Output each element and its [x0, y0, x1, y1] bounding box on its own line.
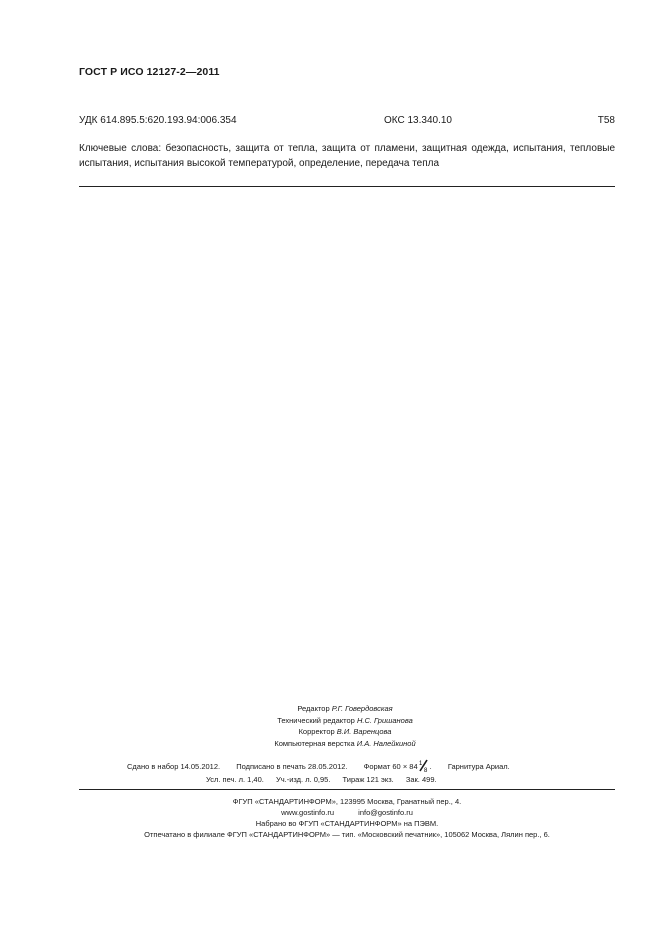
pub-sheets: Уч.-изд. л. 0,95.: [275, 775, 331, 784]
group-code: Т58: [597, 115, 615, 126]
fraction-one-eighth: [418, 761, 430, 773]
signed-date: Подписано в печать 28.05.2012.: [236, 761, 348, 771]
editor-line: Редактор Р.Г. Говердовская: [297, 704, 393, 713]
svg-text:1: 1: [418, 761, 422, 767]
email-link: info@gostinfo.ru: [358, 808, 413, 817]
layout-line: Компьютерная верстка И.А. Налейкиной: [274, 738, 416, 748]
corrector-line: Корректор В.И. Варенцова: [298, 727, 392, 736]
typeset-date: Сдано в набор 14.05.2012.: [127, 761, 221, 771]
order-number: Зак. 499.: [405, 775, 437, 784]
editor-name: Р.Г. Говердовская: [331, 704, 393, 713]
layout-name: И.А. Налейкиной: [356, 738, 416, 748]
tech-editor-name: Н.С. Гришанова: [356, 715, 413, 725]
publication-line-2: [206, 775, 437, 784]
contact-line: [79, 808, 615, 817]
publication-line-1: Сдано в набор 14.05.2012. Подписано в печать 28.05.2012. Формат 60 × 84 1 8 . Гарнитура Ариал.: [127, 761, 510, 773]
keywords-divider: [79, 186, 615, 187]
oks-code: ОКС 13.340.10: [384, 115, 452, 126]
keywords-paragraph: Ключевые слова: безопасность, защита от тепла, защита от пламени, защитная одежда, испытания, тепловые испытания, испытания высокой температурой, определение, передача тепла: [79, 143, 615, 169]
publisher-address: ФГУП «СТАНДАРТИНФОРМ», 123995 Москва, Гранатный пер., 4.: [232, 797, 462, 806]
print-run: Тираж 121 экз.: [342, 775, 394, 784]
standard-header-title: ГОСТ Р ИСО 12127-2—2011: [79, 66, 220, 78]
typeface: Гарнитура Ариал.: [447, 761, 510, 771]
svg-text:8: 8: [423, 768, 427, 773]
printed-note: Отпечатано в филиале ФГУП «СТАНДАРТИНФОРМ» — тип. «Московский печатник», 105062 Москва, Лялин пер., 6.: [144, 830, 550, 839]
website-link: www.gostinfo.ru: [281, 808, 335, 817]
tech-editor-line: Технический редактор Н.С. Гришанова: [277, 715, 413, 725]
footer-divider: [79, 789, 615, 790]
credits-block: [200, 703, 490, 749]
udk-code: УДК 614.895.5:620.193.94:006.354: [79, 115, 237, 126]
print-sheets: Усл. печ. л. 1,40.: [206, 775, 264, 784]
format-label: Формат 60 × 84: [363, 761, 418, 771]
typeset-note: Набрано во ФГУП «СТАНДАРТИНФОРМ» на ПЭВМ.: [255, 819, 439, 828]
corrector-name: В.И. Варенцова: [336, 727, 392, 736]
classification-row: [79, 115, 615, 129]
